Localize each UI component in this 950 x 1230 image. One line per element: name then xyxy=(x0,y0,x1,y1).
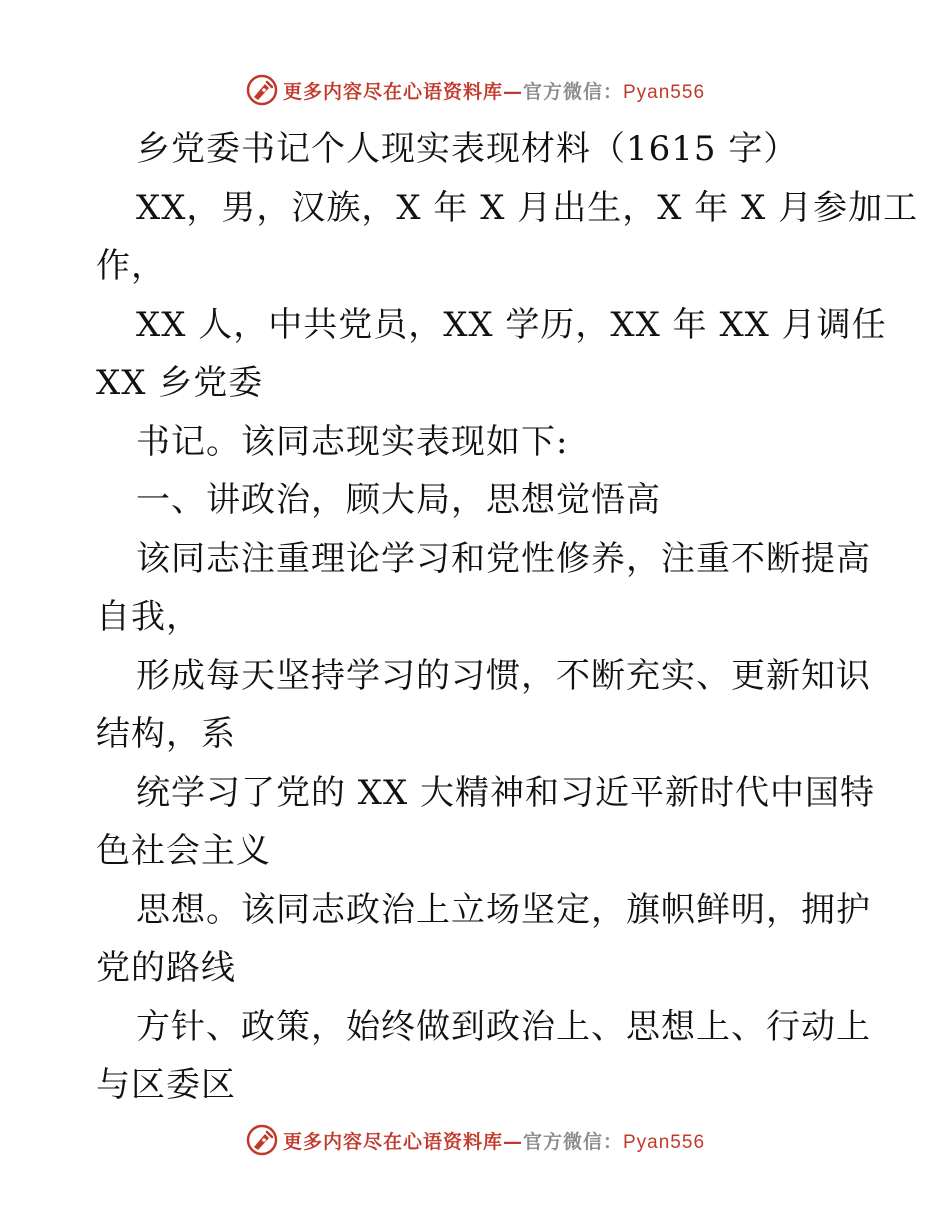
header-banner-wechat-id: Pyan556 xyxy=(623,81,706,103)
document-body xyxy=(96,120,919,1115)
footer-banner-separator: — xyxy=(502,1130,523,1153)
pen-nib-logo-icon xyxy=(245,73,279,107)
footer-banner-wechat-label: 官方微信： xyxy=(522,1130,623,1153)
text-line: 该同志注重理论学习和党性修养，注重不断提高 xyxy=(136,538,871,579)
pen-nib-logo-icon xyxy=(245,1123,279,1157)
header-banner-text xyxy=(283,77,705,104)
header-banner-wechat-label: 官方微信： xyxy=(522,80,623,103)
text-line: XX 乡党委 xyxy=(96,363,264,403)
text-line: 书记。该同志现实表现如下: xyxy=(136,421,569,462)
footer-banner-wechat-id: Pyan556 xyxy=(623,1131,706,1153)
text-line: 与区委区 xyxy=(96,1065,236,1105)
text-line: 方针、政策，始终做到政治上、思想上、行动上 xyxy=(136,1006,871,1047)
text-line: 统学习了党的 XX 大精神和习近平新时代中国特 xyxy=(136,772,876,813)
text-line: XX 人，中共党员，XX 学历，XX 年 XX 月调任 xyxy=(136,304,887,345)
header-banner-title: 更多内容尽在心语资料库 xyxy=(282,80,503,103)
footer-banner xyxy=(0,1120,950,1160)
footer-banner-text xyxy=(283,1127,705,1154)
text-line: 结构，系 xyxy=(96,714,236,754)
text-line: 自我， xyxy=(96,597,201,637)
text-line: 作， xyxy=(96,246,166,286)
text-line: 思想。该同志政治上立场坚定，旗帜鲜明，拥护 xyxy=(136,889,871,930)
text-line: XX，男，汉族，X 年 X 月出生，X 年 X 月参加工 xyxy=(136,187,919,228)
text-line: 色社会主义 xyxy=(96,831,271,871)
footer-banner-title: 更多内容尽在心语资料库 xyxy=(282,1130,503,1153)
text-line: 党的路线 xyxy=(96,948,236,988)
header-banner xyxy=(0,70,950,110)
document-title: 乡党委书记个人现实表现材料（1615 字） xyxy=(136,129,799,169)
text-line: 形成每天坚持学习的习惯，不断充实、更新知识 xyxy=(136,655,871,696)
section-heading: 一、讲政治，顾大局，思想觉悟高 xyxy=(136,480,661,520)
header-banner-separator: — xyxy=(502,80,523,103)
